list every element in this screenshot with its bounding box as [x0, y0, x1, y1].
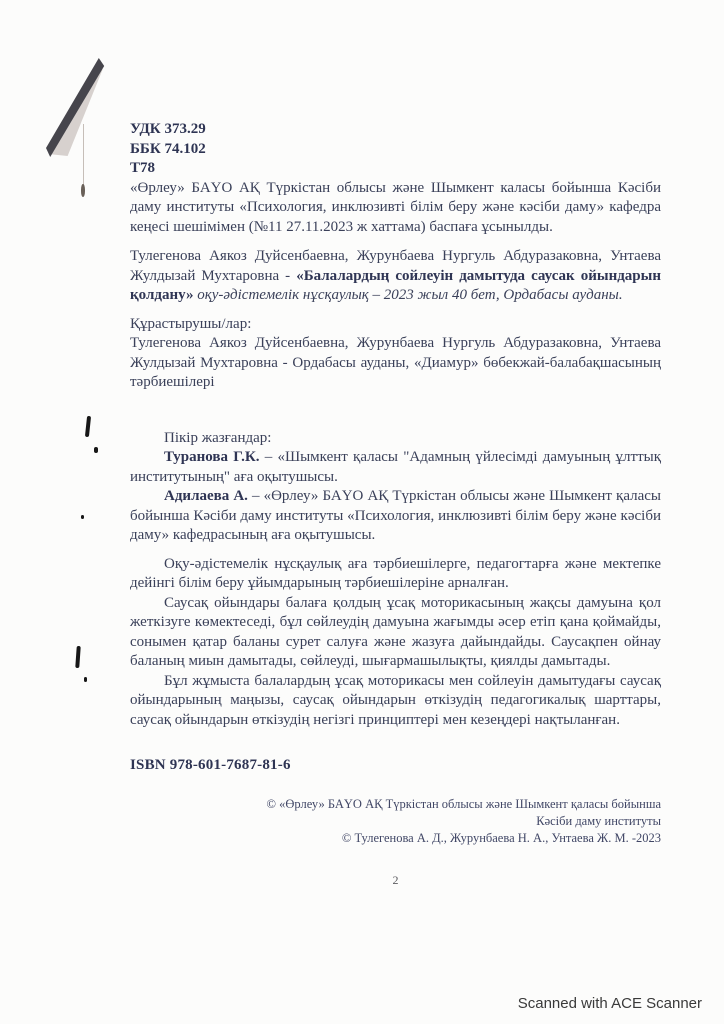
authors-names: Тулегенова Аякоз Дуйсенбаевна, Журунбаева Нургуль Абдуразаковна, Унтаева Жулдызай Мухтаровна -	[130, 248, 661, 284]
reviewers-label: Пікір жазғандар:	[164, 429, 272, 446]
reviewer-2	[130, 487, 661, 546]
annotation-paragraph-3: Бұл жұмыста балалардың ұсақ моторикасы мен сойлеуін дамытудағы саусақ ойындарының маңызы, саусақ ойындарын өткізудің педагогикалық шарттары, саусақ ойындарын өткізудің негізгі принциптері мен кезеңдері нақтыланған.	[130, 672, 661, 728]
fold-edge	[46, 58, 106, 158]
scanner-credit: Scanned with ACE Scanner	[517, 995, 702, 1012]
copyright-line-2: Кәсіби даму институты	[536, 813, 661, 828]
reviewer-1	[130, 448, 661, 487]
copyright-line-1: © «Өрлеу» БАҮО АҚ Түркістан облысы және Шымкент қаласы бойынша	[266, 796, 661, 811]
book-subtitle: оқу-әдістемелік нұсқаулық – 2023 жыл 40 бет, Ордабасы ауданы.	[193, 287, 623, 303]
ink-blot	[84, 677, 87, 682]
bbk-code: ББК 74.102	[130, 140, 206, 157]
document-body	[130, 120, 661, 890]
ink-blot	[94, 447, 98, 453]
annotation-paragraph-2: Саусақ ойындары балаға қолдың ұсақ моторикасының жақсы дамуына қол жеткізуге көмектеседі, бұл сөйлеудің дамуына жағымды әсер етіп қана қоймайды, сонымен қатар баланы сурет салуға және жазуға дайындайды. Саусақпен ойнау баланың миын дамытады, сөйлеуді, шығармашылықты, қиялды дамытады.	[130, 594, 661, 669]
book-title: «Балалардың сойлеуін дамытуда саусак ойындарын қолдану»	[130, 267, 661, 303]
reviewer-2-text: – «Өрлеу» БАҮО АҚ Түркістан облысы және Шымкент қаласы бойынша Кәсіби даму институты «Психология, инклюзивті білім беру және кәсіби даму» кафедрасының аға оқытушысы.	[130, 488, 661, 543]
ink-blot	[85, 416, 91, 437]
fold-crease-line	[83, 124, 84, 188]
udk-code: УДК 373.29	[130, 121, 206, 137]
book-code: Т78	[130, 160, 156, 176]
copyright-line-3: © Тулегенова А. Д., Журунбаева Н. А., Унтаева Ж. М. -2023	[341, 830, 661, 845]
page-number: 2	[392, 872, 399, 887]
compilers-label: Құрастырушы/лар:	[130, 315, 252, 332]
compilers-text: Тулегенова Аякоз Дуйсенбаевна, Журунбаева Нургуль Абдуразаковна, Унтаева Жулдызай Мухтаровна - Ордабасы ауданы, «Диамур» бөбекжай-балабақшасының тәрбиешілері	[130, 335, 661, 390]
authors-paragraph	[130, 247, 661, 306]
reviewer-2-name: Адилаева А.	[164, 488, 248, 504]
reviewer-1-name: Туранова Г.К.	[164, 449, 260, 465]
fold-crease-tip	[81, 184, 85, 197]
page-corner-fold-artifact	[46, 58, 106, 158]
copyright-block	[130, 796, 661, 847]
isbn: ISBN 978-601-7687-81-6	[130, 757, 291, 773]
approval-paragraph: «Өрлеу» БАҮО АҚ Түркістан облысы және Шымкент каласы бойынша Кәсіби даму институты «Психология, инклюзивті білім беру және кәсіби даму» кафедра кеңесі шешімімен (№11 27.11.2023 ж хаттама) баспаға ұсынылды.	[130, 179, 661, 235]
annotation-paragraph-1: Оқу-әдістемелік нұсқаулық аға тәрбиешілерге, педагогтарға және мектепке дейінгі білім беру ұйымдарының тәрбиешілеріне арналған.	[130, 555, 661, 591]
reviewer-1-text: – «Шымкент қаласы "Адамның үйлесімді дамуының ұлттық институтының" аға оқытушысы.	[130, 449, 661, 485]
ink-blot	[81, 515, 84, 519]
ink-blot	[75, 646, 81, 668]
